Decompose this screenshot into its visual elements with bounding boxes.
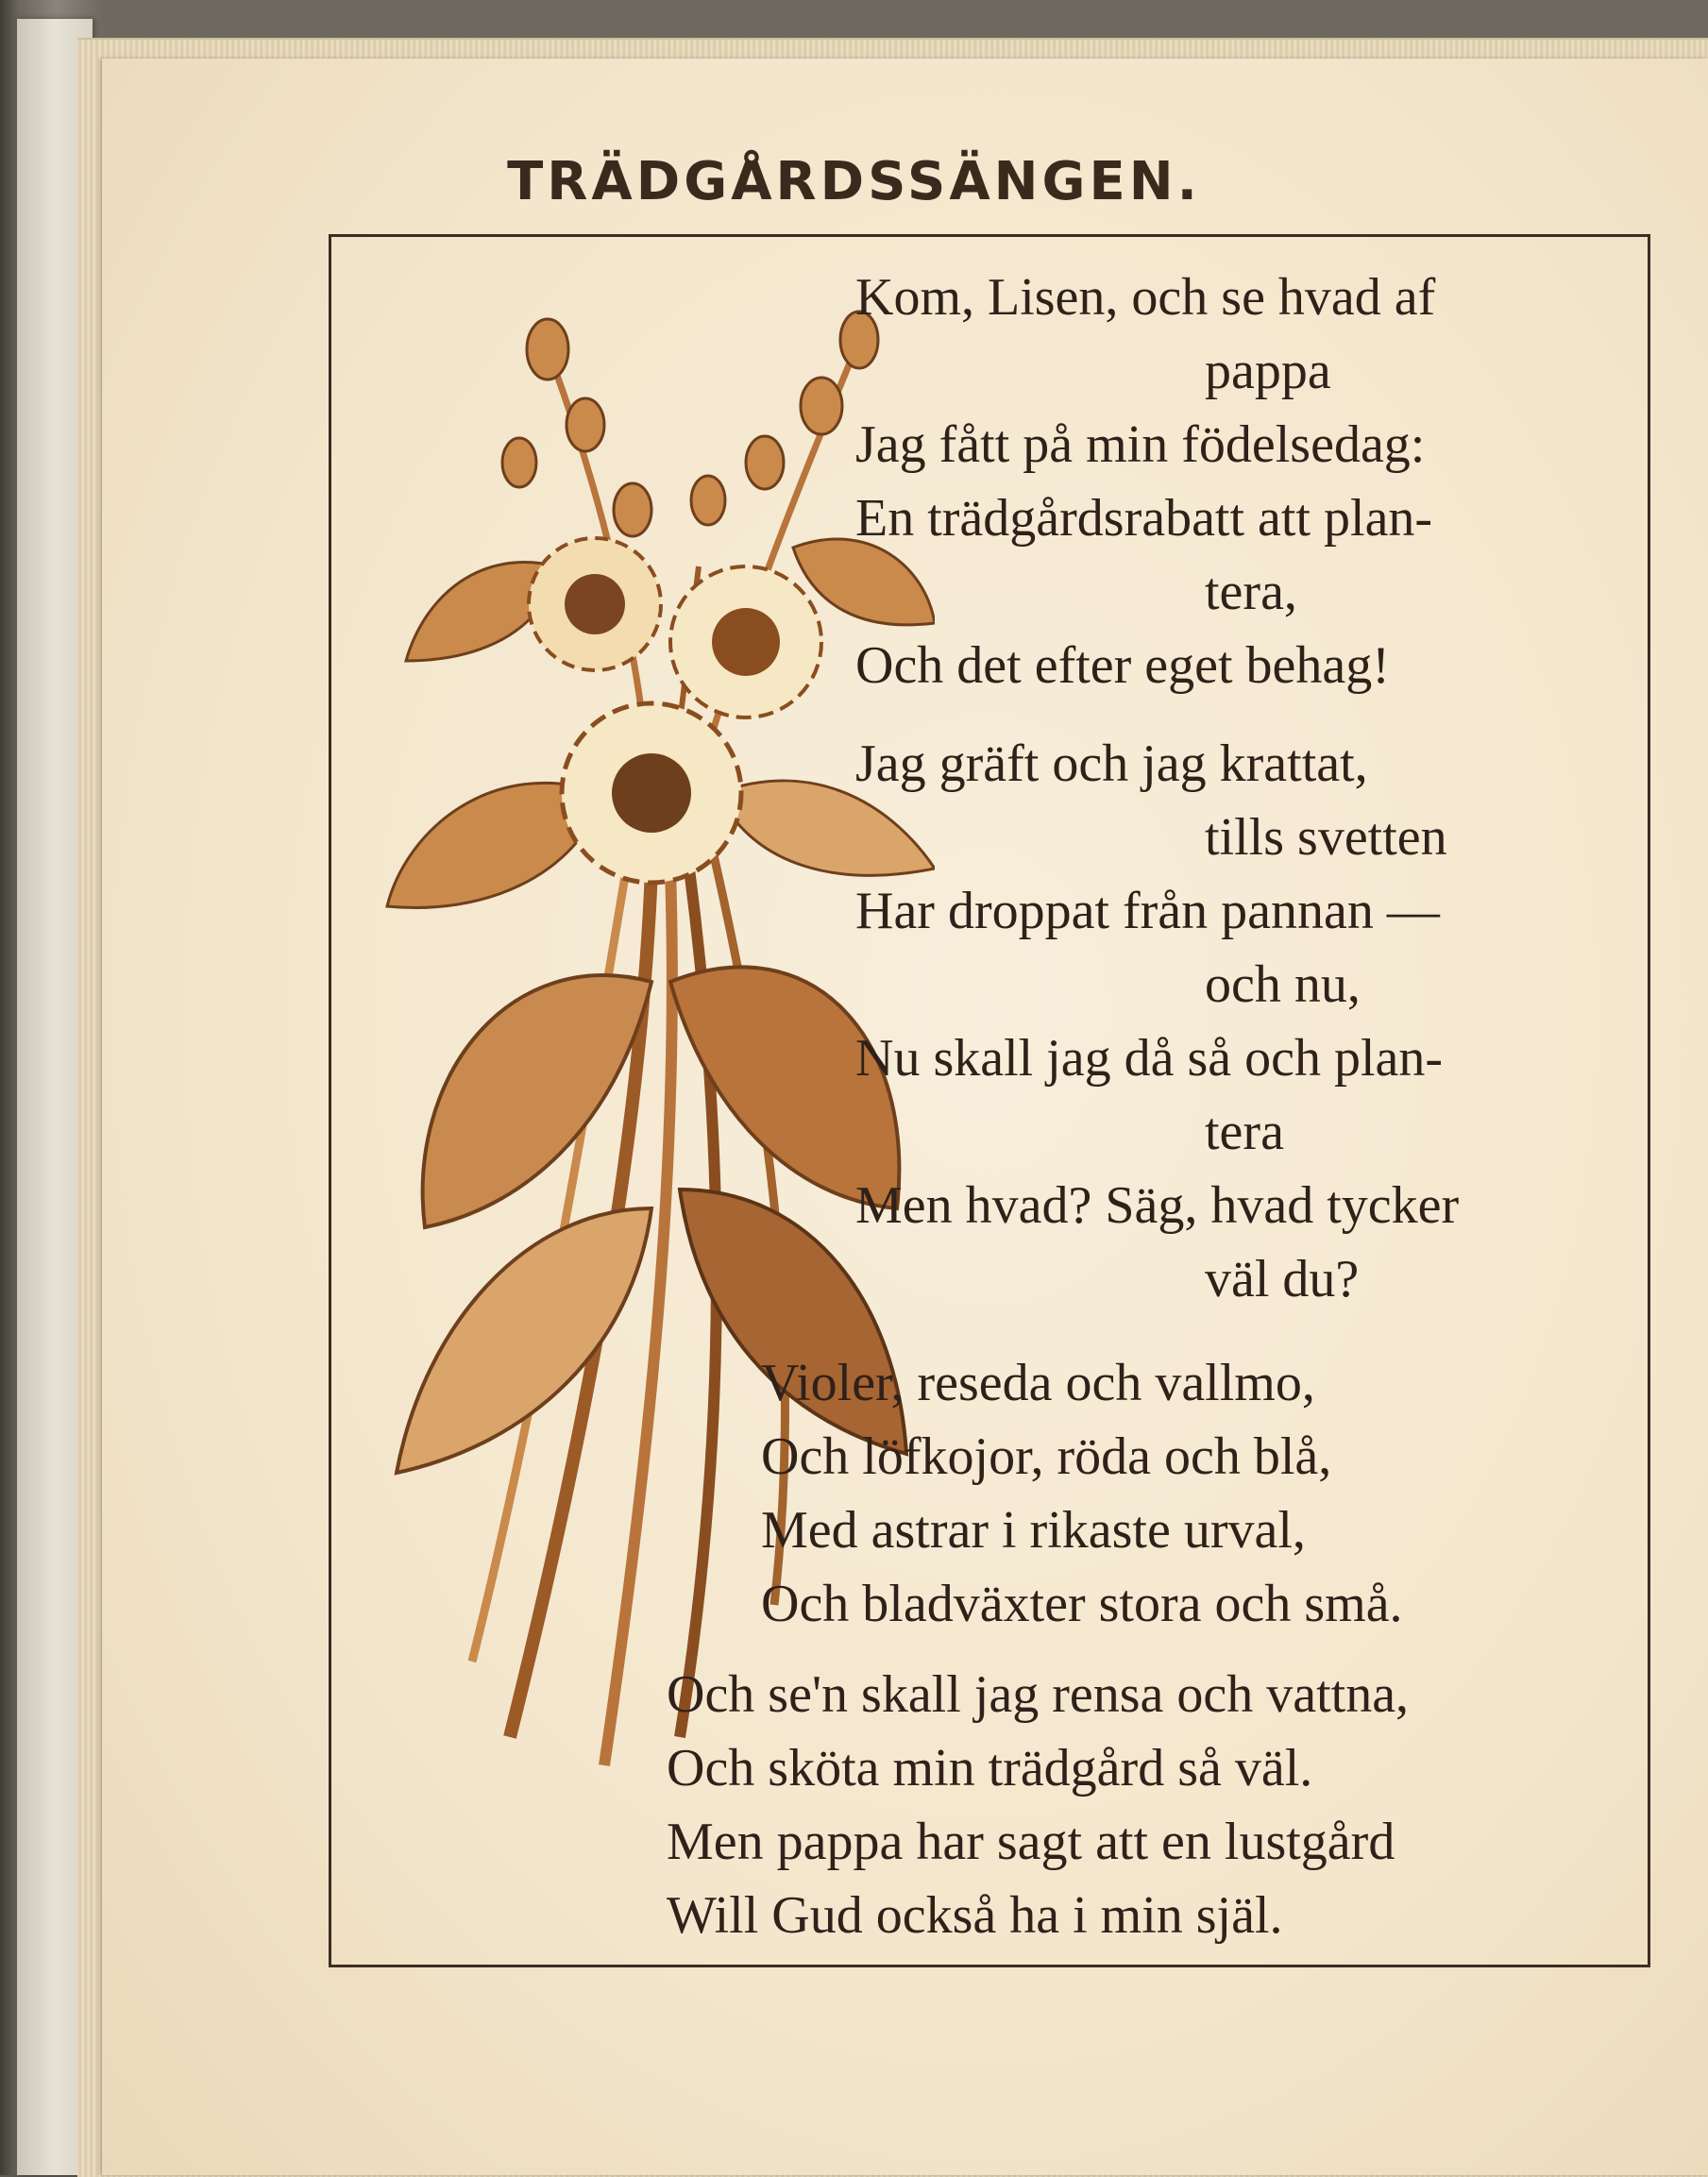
stanza-2-line-4: och nu, — [1205, 955, 1361, 1014]
stanza-3-line-3: Med astrar i rikaste urval, — [761, 1501, 1306, 1560]
sunflower-top-right — [670, 566, 821, 717]
sunflower-top-left — [529, 538, 661, 670]
sunflower-center — [562, 703, 741, 883]
stanza-2-line-2: tills svetten — [1205, 808, 1447, 867]
stanza-1-line-1: Kom, Lisen, och se hvad af — [855, 268, 1436, 327]
stanza-2-line-8: väl du? — [1205, 1250, 1360, 1308]
stanza-3-line-1: Violer, reseda och vallmo, — [761, 1354, 1315, 1412]
stanza-1-line-4: En trädgårdsrabatt att plan- — [855, 489, 1433, 548]
stanza-2-line-6: tera — [1205, 1103, 1284, 1161]
buds — [502, 312, 878, 536]
stanza-3-line-4: Och bladväxter stora och små. — [761, 1575, 1403, 1633]
stanza-1-line-3: Jag fått på min födelsedag: — [855, 415, 1426, 474]
stanza-4 — [667, 1658, 1409, 1952]
stanza-1-line-5: tera, — [1205, 563, 1297, 621]
stanza-4-line-2: Och sköta min trädgård så väl. — [667, 1739, 1313, 1797]
stanza-1-line-2: pappa — [1205, 342, 1331, 400]
stanza-1 — [855, 261, 1435, 702]
stanza-1-line-6: Och det efter eget behag! — [855, 636, 1390, 695]
stanza-4-line-1: Och se'n skall jag rensa och vattna, — [667, 1665, 1410, 1724]
stanza-2-line-1: Jag gräft och jag krattat, — [855, 734, 1368, 793]
stanza-2 — [855, 727, 1459, 1316]
stanza-2-line-5: Nu skall jag då så och plan- — [855, 1029, 1444, 1088]
stanza-2-line-3: Har droppat från pannan — — [855, 882, 1440, 940]
stanza-3 — [761, 1346, 1403, 1641]
stanza-4-line-4: Will Gud också ha i min själ. — [667, 1886, 1283, 1945]
page-title: TRÄDGÅRDSSÄNGEN. — [507, 151, 1201, 212]
stanza-4-line-3: Men pappa har sagt att en lustgård — [667, 1813, 1395, 1871]
stanza-3-line-2: Och löfkojor, röda och blå, — [761, 1427, 1332, 1486]
stanza-2-line-7: Men hvad? Säg, hvad tycker — [855, 1176, 1460, 1235]
